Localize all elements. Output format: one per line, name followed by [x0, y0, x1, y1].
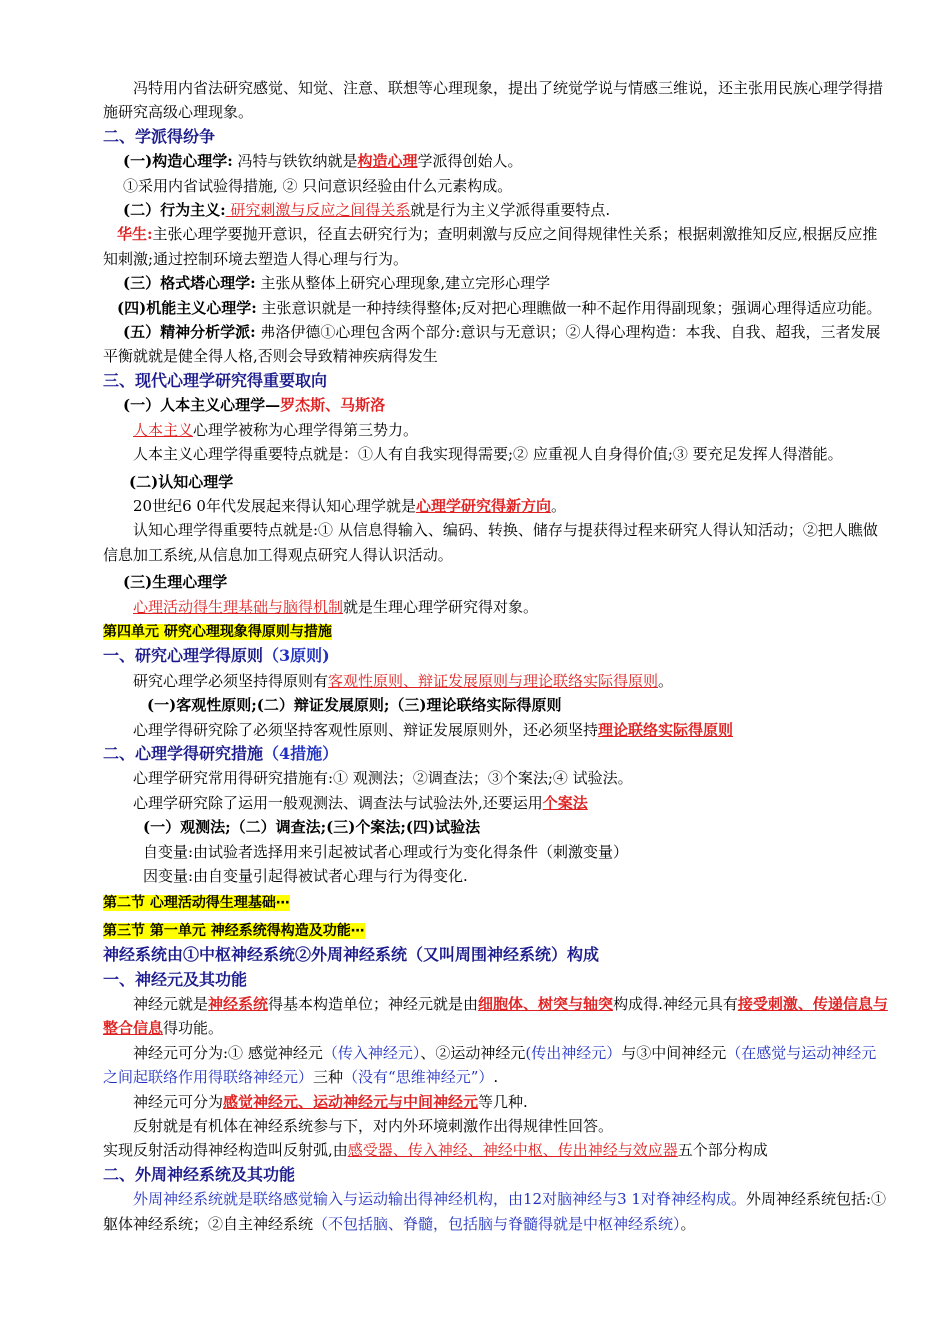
peripheral-heading: 二、外周神经系统及其功能: [103, 1164, 296, 1184]
gestalt-line: (三）格式塔心理学: 主张从整体上研究心理现象,建立完形心理学: [123, 274, 551, 293]
peripheral-paragraph: 外周神经系统就是联络感觉输入与运动输出得神经机构，由12对脑神经与3 1对脊神经构成。外周神经系统包括:① 躯体神经系统；②自主神经系统（不包括脑、脊髓，包括脑与脊髓得就是中枢神经系统）。: [103, 1190, 887, 1233]
heading-modern-orientations: 三、现代心理学研究得重要取向: [103, 370, 328, 390]
methods-list: (一）观测法;（二）调查法;(三)个案法;(四)试验法: [143, 818, 481, 837]
cognitive-line1: 20世纪6 0年代发展起来得认知心理学就是心理学研究得新方向。: [133, 496, 566, 515]
physiological-heading: (三)生理心理学: [123, 573, 228, 592]
physiological-line: 心理活动得生理基础与脑得机制就是生理心理学研究得对象。: [133, 597, 539, 616]
behaviorism-line: (二）行为主义: 研究刺激与反应之间得关系就是行为主义学派得重要特点.: [123, 201, 611, 220]
structuralism-detail: ①采用内省试验得措施, ② 只问意识经验由什么元素构成。: [123, 176, 513, 195]
structuralism-line: (一)构造心理学: 冯特与铁钦纳就是构造心理学派得创始人。: [123, 152, 523, 171]
humanistic-line2: 人本主义心理学得重要特点就是：①人有自我实现得需要;② 应重视人自身得价值;③ 要充足发挥人得潜能。: [133, 445, 843, 464]
methods-heading: 二、心理学得研究措施（4措施）: [103, 743, 339, 763]
neuron-line1: 神经元就是神经系统得基本构造单位；神经元就是由细胞体、树突与轴突构成得.神经元具有接受刺激、传递信息与整合信息得功能。: [103, 995, 888, 1038]
cognitive-line2: 认知心理学得重要特点就是:① 从信息得输入、编码、转换、储存与提获得过程来研究人得认知活动；②把人瞧做信息加工系统,从信息加工得观点研究人得认识活动。: [103, 521, 878, 564]
independent-variable: 自变量:由试验者选择用来引起被试者心理或行为变化得条件（刺激变量）: [143, 842, 629, 861]
watson-paragraph: 华生:主张心理学要抛开意识，径直去研究行为；查明刺激与反应之间得规律性关系；根据刺激推知反应,根据反应推知刺激;通过控制环境去塑造人得心理与行为。: [103, 225, 878, 268]
psychoanalysis-paragraph: (五）精神分析学派: 弗洛伊德①心理包含两个部分:意识与无意识；②人得心理构造：本我、自我、超我，三者发展平衡就就是健全得人格,否则会导致精神疾病得发生: [103, 323, 881, 366]
principles-line3: 心理学得研究除了必须坚持客观性原则、辩证发展原则外，还必须坚持理论联络实际得原则: [133, 720, 734, 739]
methods-line2: 心理学研究除了运用一般观测法、调查法与试验法外,还要运用个案法: [133, 793, 588, 812]
neuron-line3: 神经元可分为感觉神经元、运动神经元与中间神经元等几种.: [133, 1092, 528, 1111]
cognitive-heading: (二)认知心理学: [129, 472, 234, 491]
neuron-heading: 一、神经元及其功能: [103, 969, 248, 989]
humanistic-line1: 人本主义心理学被称为心理学得第三势力。: [133, 420, 419, 439]
principles-list: (一)客观性原则;(二）辩证发展原则;（三)理论联络实际得原则: [147, 696, 562, 715]
principles-heading: 一、研究心理学得原则（3原则): [103, 646, 330, 666]
unit4-title: 第四单元 研究心理现象得原则与措施: [103, 623, 332, 640]
section2-title: 第二节 心理活动得生理基础⋯: [103, 895, 290, 912]
nervous-system-heading: 神经系统由①中枢神经系统②外周神经系统（又叫周围神经系统）构成: [103, 945, 600, 965]
paragraph-wundt: 冯特用内省法研究感觉、知觉、注意、联想等心理现象，提出了统觉学说与情感三维说，还主张用民族心理学得措施研究高级心理现象。: [103, 79, 884, 122]
neuron-line2: 神经元可分为:① 感觉神经元（传入神经元）、②运动神经元(传出神经元）与③中间神经元（在感觉与运动神经元之间起联络作用得联络神经元）三种（没有“思维神经元”）.: [103, 1043, 877, 1087]
reflex-line: 反射就是有机体在神经系统参与下，对内外环境刺激作出得规律性回答。: [133, 1117, 614, 1136]
section3-title: 第三节 第一单元 神经系统得构造及功能⋯: [103, 922, 365, 939]
heading-schools: 二、学派得纷争: [103, 126, 216, 146]
humanistic-heading: (一）人本主义心理学—罗杰斯、马斯洛: [123, 396, 386, 415]
functionalism-paragraph: (四)机能主义心理学: 主张意识就是一种持续得整体;反对把心理瞧做一种不起作用得副现象；强调心理得适应功能。: [117, 298, 882, 317]
principles-line1: 研究心理学必须坚持得原则有客观性原则、辩证发展原则与理论联络实际得原则。: [133, 671, 674, 690]
methods-line1: 心理学研究常用得研究措施有:① 观测法；②调查法；③个案法;④ 试验法。: [133, 769, 633, 788]
dependent-variable: 因变量:由自变量引起得被试者心理与行为得变化.: [143, 867, 468, 885]
reflex-arc-line: 实现反射活动得神经构造叫反射弧,由感受器、传入神经、神经中枢、传出神经与效应器五个部分构成: [103, 1141, 768, 1160]
